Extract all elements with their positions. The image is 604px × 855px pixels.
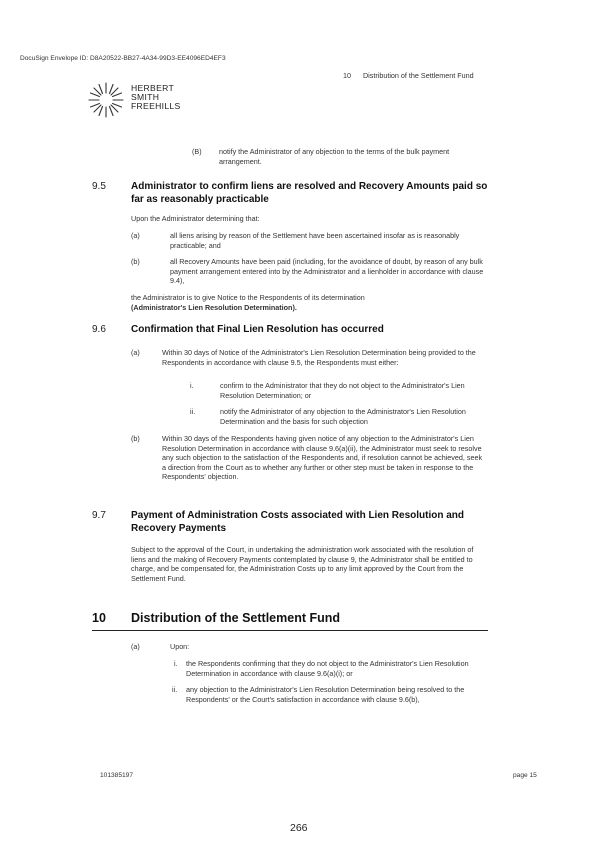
clause-text: Subject to the approval of the Court, in undertaking the administration work associated with the resolution of liens and the making of Recovery Payments contemplated by clause 9, the Administrator shall be entitled to charge, and be compensated for, the Administration Costs up to any limit approved by the Court from the Settlement Fund.: [131, 545, 474, 583]
clause-heading: Payment of Administration Costs associated with Lien Resolution and Recovery Payments: [131, 510, 465, 534]
subitem-label: i.: [174, 659, 178, 668]
section-number: 10: [92, 611, 106, 625]
item-label: (a): [131, 348, 140, 357]
bates-number: 266: [290, 822, 308, 834]
item-label: (a): [131, 642, 140, 651]
clause-heading: Administrator to confirm liens are resolved and Recovery Amounts paid so far as reasonably practicable: [131, 181, 488, 205]
item-label: (B): [192, 147, 202, 156]
clause-number: 9.6: [92, 324, 106, 335]
subitem-label: ii.: [172, 685, 178, 694]
clause-outro: [131, 293, 491, 312]
subitem-text: confirm to the Administrator that they do not object to the Administrator's Lien Resolution Determination; or: [220, 381, 465, 400]
outro-text: the Administrator is to give Notice to the Respondents of its determination: [131, 293, 365, 302]
subitem-text: the Respondents confirming that they do not object to the Administrator's Lien Resolution Determination in accordance with clause 9.6(a)(i); or: [186, 659, 469, 678]
document-id: 101385197: [100, 772, 134, 779]
logo-mark-icon: [86, 80, 126, 120]
defined-term: (Administrator's Lien Resolution Determination).: [131, 302, 297, 312]
logo-text-1: HERBERT: [131, 83, 175, 93]
item-text: all Recovery Amounts have been paid (including, for the avoidance of doubt, by reason of any bulk payment arrangement entered into by the Administrator and a lienholder in accordance with clause 9.4),: [170, 257, 484, 286]
item-label: (a): [131, 231, 140, 240]
item-label: (b): [131, 434, 140, 443]
running-header: 10 Distribution of the Settlement Fund: [343, 71, 474, 80]
envelope-id: DocuSign Envelope ID: D8A20522-BB27-4A34-99D3-EE4096ED4EF3: [20, 55, 226, 62]
item-label: (b): [131, 257, 140, 266]
subitem-label: i.: [190, 381, 194, 390]
clause-heading: Confirmation that Final Lien Resolution has occurred: [131, 324, 384, 335]
subitem-text: any objection to the Administrator's Lien Resolution Determination being resolved to the Respondents' or the Court's satisfaction in accordance with clause 9.6(b),: [186, 685, 465, 704]
clause-intro: Upon the Administrator determining that:: [131, 214, 260, 223]
clause-number: 9.5: [92, 181, 106, 192]
item-text: Within 30 days of the Respondents having given notice of any objection to the Administrator's Lien Resolution Determination in accordance with clause 9.6(a)(ii), the Administrator must seek to resolve any such objection to the satisfaction of the Respondents and, if resolution cannot be achieved, seek a direction from the Court as to whether any further or other step must be taken in response to the Respondents' objection.: [162, 434, 483, 482]
page-number: page 15: [513, 772, 537, 779]
logo-text-2: SMITH: [131, 92, 160, 102]
item-text: Within 30 days of Notice of the Administrator's Lien Resolution Determination being provided to the Respondents in accordance with clause 9.5, the Respondents must either:: [162, 348, 476, 367]
logo-text-3: FREEHILLS: [131, 101, 181, 111]
clause-number: 9.7: [92, 510, 106, 521]
subitem-text: notify the Administrator of any objection to the Administrator's Lien Resolution Determination and the basis for such objection: [220, 407, 466, 426]
subitem-label: ii.: [190, 407, 196, 416]
item-text: notify the Administrator of any objection to the terms of the bulk payment arrangement.: [219, 147, 450, 166]
logo: [86, 80, 126, 125]
section-rule: [92, 630, 488, 631]
section-heading: Distribution of the Settlement Fund: [131, 611, 341, 625]
item-text: Upon:: [170, 642, 190, 651]
item-text: all liens arising by reason of the Settlement have been ascertained insofar as is reasonably practicable; and: [170, 231, 460, 250]
